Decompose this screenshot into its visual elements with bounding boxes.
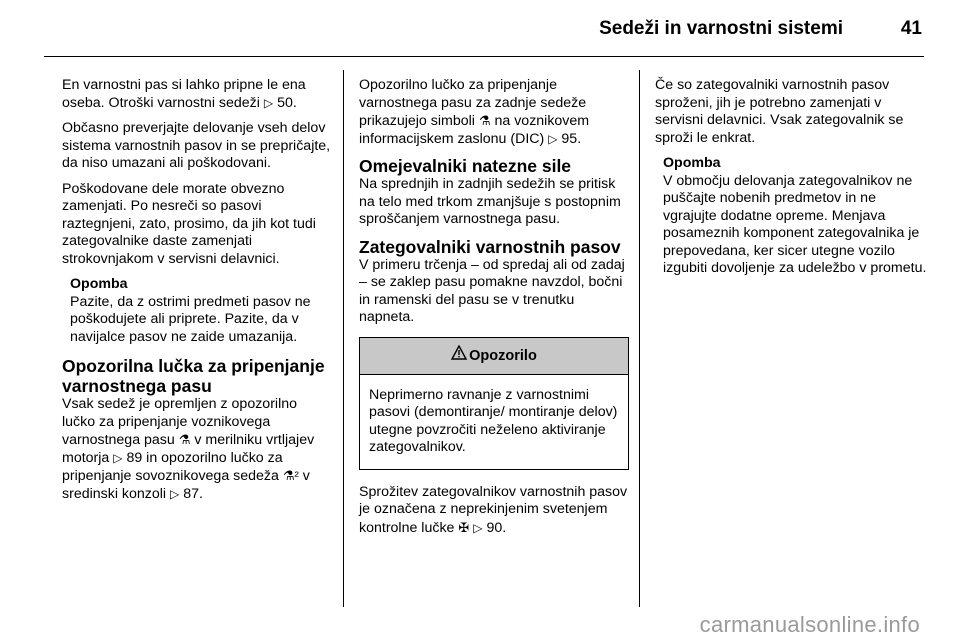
paragraph-text: Vsak sedež je opremljen z opozorilno lučko za pripenjanje voznikovega varnostnega pasu bbox=[62, 396, 298, 448]
column-1 bbox=[62, 77, 332, 511]
note-box bbox=[62, 276, 332, 346]
pretensioner-icon: ✠ bbox=[458, 519, 470, 535]
section-heading: Zategovalniki varnostnih pasov bbox=[359, 236, 621, 257]
warning-box bbox=[359, 337, 629, 470]
reference-arrow-icon: ▷ bbox=[170, 486, 180, 501]
reference-arrow-icon: ▷ bbox=[263, 95, 274, 110]
column-3 bbox=[655, 77, 930, 288]
warning-triangle-icon bbox=[451, 338, 467, 374]
watermark: carmanualsonline.info bbox=[699, 612, 920, 637]
column-divider bbox=[639, 70, 640, 607]
paragraph: Poškodovane dele morate obvezno zamenjati. Po nesreči so pasovi raztegnjeni, zato, prosimo, da jih kot tudi zategovalnike daste zamenjati strokovnjakom v servisni delavnici. bbox=[62, 180, 316, 267]
rear-seatbelt-icon: ⚗ bbox=[478, 113, 491, 128]
paragraph bbox=[62, 77, 332, 112]
page-title: Sedeži in varnostni sistemi bbox=[599, 18, 843, 39]
reference-arrow-icon: ▷ bbox=[113, 450, 123, 465]
passenger-seatbelt-icon: ⚗² bbox=[282, 468, 299, 483]
note-text: V območju delovanja zategovalnikov ne puščajte nobenih predmetov in ne vgrajujte dodatne opreme. Menjava posameznih komponent zategovalnika je prepovedana, ker sicer utegne vozilo izgubiti dovoljenje za udeležbo v prometu. bbox=[663, 172, 927, 276]
page-header bbox=[0, 0, 960, 48]
paragraph-text: Opozorilno lučko za pripenjanje varnostnega pasu za zadnje sedeže prikazujejo simboli bbox=[359, 77, 587, 129]
column-2 bbox=[359, 77, 629, 545]
paragraph-text: v sredinski konzoli bbox=[62, 468, 310, 502]
warning-header bbox=[360, 338, 628, 375]
paragraph: Na sprednjih in zadnjih sedežih se pritisk na telo med trkom zmanjšuje s postopnim sproščanjem varnostnega pasu. bbox=[359, 176, 621, 227]
warning-title: Opozorilo bbox=[469, 347, 537, 364]
seatbelt-icon: ⚗ bbox=[178, 432, 191, 447]
warning-text: Neprimerno ravnanje z varnostnimi pasovi (demontiranje/ montiranje delov) utegne povzročiti neželeno aktiviranje zategovalnikov. bbox=[369, 386, 618, 455]
paragraph bbox=[359, 77, 629, 148]
note-text: Pazite, da z ostrimi predmeti pasov ne poškodujete ali priprete. Pazite, da v navijalce pasov ne zaide umazanija. bbox=[70, 293, 311, 345]
reference-arrow-icon: ▷ bbox=[473, 520, 483, 535]
paragraph bbox=[359, 484, 629, 538]
paragraph-text[interactable]: 89 in opozorilno lučko za pripenjanje sovoznikovega sedeža bbox=[62, 449, 283, 484]
section-heading: Omejevalniki natezne sile bbox=[359, 156, 572, 176]
column-divider bbox=[343, 70, 344, 607]
paragraph: V primeru trčenja – od spredaj ali od zadaj – se zaklep pasu pomakne navzdol, bočni in ramenski del pasu se v trenutku napneta. bbox=[359, 256, 625, 325]
note-label: Opomba bbox=[70, 276, 128, 292]
page-reference[interactable]: 95. bbox=[561, 130, 582, 147]
section-heading: Opozorilna lučka za pripenjanje varnostnega pasu bbox=[62, 356, 325, 396]
paragraph: Občasno preverjajte delovanje vseh delov sistema varnostnih pasov in se prepričajte, da niso umazani ali poškodovani. bbox=[62, 120, 331, 171]
header-divider bbox=[44, 56, 924, 57]
note-label: Opomba bbox=[663, 155, 721, 171]
reference-arrow-icon: ▷ bbox=[548, 131, 558, 146]
page-reference[interactable]: 87. bbox=[183, 485, 203, 502]
page-number: 41 bbox=[900, 18, 922, 39]
paragraph: Če so zategovalniki varnostnih pasov sproženi, jih je potrebno zamenjati v servisni delavnici. Vsak zategovalnik se sproži le enkrat. bbox=[655, 77, 904, 146]
paragraph-text: En varnostni pas si lahko pripne le ena oseba. Otroški varnostni sedeži bbox=[62, 77, 306, 111]
page-reference[interactable]: 50. bbox=[277, 94, 297, 111]
paragraph-text: v merilniku vrtljajev motorja bbox=[62, 432, 315, 466]
paragraph bbox=[62, 396, 332, 503]
page-reference[interactable]: 90. bbox=[486, 519, 507, 536]
paragraph-text: Sprožitev zategovalnikov varnostnih pasov je označena z neprekinjenim svetenjem kontrolne lučke bbox=[359, 483, 628, 536]
paragraph-text: na voznikovem informacijskem zaslonu (DIC) bbox=[359, 113, 590, 147]
note-box bbox=[655, 155, 930, 278]
